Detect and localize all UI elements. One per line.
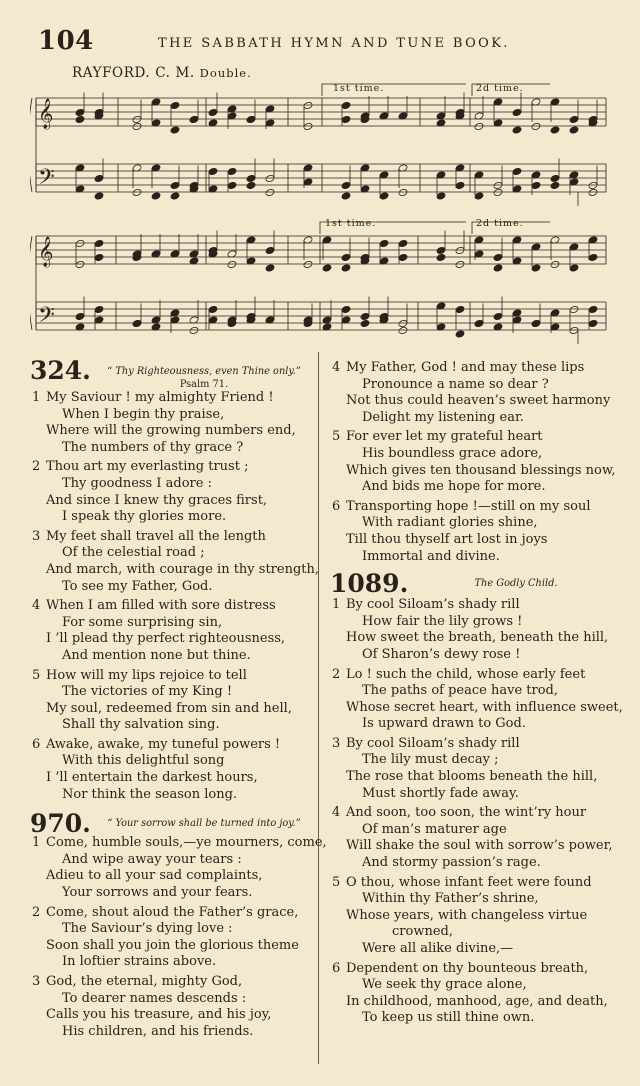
line-text: When I am filled with sore distress: [46, 598, 276, 614]
stanza-line: [30, 668, 315, 685]
stanza-line: [30, 423, 315, 440]
volta-second-2: 2d time.: [476, 218, 524, 229]
stanza-line: [330, 614, 615, 631]
hymn-number: 1089.: [330, 569, 409, 599]
stanza-line: [30, 921, 315, 938]
stanza-line: [30, 648, 315, 665]
stanza-line: [330, 822, 615, 839]
stanza-line: [30, 1024, 315, 1041]
line-text: Your sorrows and your fears.: [62, 885, 253, 901]
hymn-title: The Godly Child.: [474, 578, 558, 590]
line-text: By cool Siloam’s shady rill: [346, 597, 520, 613]
stanza-line: [330, 667, 615, 684]
stanza: [330, 961, 615, 1027]
stanza-line: [30, 493, 315, 510]
verse-number: 3: [32, 974, 41, 989]
line-text: When I begin thy praise,: [62, 406, 225, 422]
line-text: His children, and his friends.: [62, 1023, 254, 1039]
line-text: The lily must decay ;: [362, 752, 499, 768]
stanza-line: [330, 532, 615, 549]
stanza-line: [330, 786, 615, 803]
line-text: Lo ! such the child, whose early feet: [346, 666, 586, 682]
svg-text:𝄞: 𝄞: [38, 237, 54, 267]
line-text: Shall thy salvation sing.: [62, 717, 220, 733]
line-text: And march, with courage in thy strength,: [46, 561, 319, 577]
tune-meter: C. M.: [155, 65, 195, 81]
line-text: Dependent on thy bounteous breath,: [346, 960, 589, 976]
stanza-line: [30, 509, 315, 526]
hymn-scripture-ref: Psalm 71.: [179, 379, 229, 390]
line-text: Where will the growing numbers end,: [46, 423, 296, 439]
line-text: Awake, awake, my tuneful powers !: [46, 736, 281, 752]
line-text: Not thus could heaven’s sweet harmony: [346, 393, 611, 409]
hymn-heading: [30, 356, 315, 390]
stanza-line: [330, 736, 615, 753]
tune-name: RAYFORD.: [72, 65, 151, 81]
stanza-line: [330, 446, 615, 463]
line-text: And stormy passion’s rage.: [362, 855, 541, 871]
stanza-line: [330, 377, 615, 394]
stanza-line: [330, 429, 615, 446]
stanza-line: [30, 717, 315, 734]
volta-first-1: 1st time.: [333, 83, 385, 94]
line-text: I ’ll plead thy perfect righteousness,: [46, 631, 286, 647]
stanza: [330, 666, 623, 733]
stanza-line: [330, 499, 615, 516]
verse-number: 3: [332, 735, 341, 751]
volta-first-2: 1st time.: [325, 218, 377, 229]
line-text: Is upward drawn to God.: [362, 716, 526, 732]
hymn-scripture-text: “ Thy Righteousness, even Thine only.”: [107, 366, 301, 377]
stanza-line: [30, 440, 315, 457]
stanza: [30, 835, 327, 901]
verse-number: 3: [32, 528, 41, 544]
line-text: My Father, God ! and may these lips: [346, 360, 585, 375]
stanza-line: [330, 699, 623, 717]
line-text: Delight my listening ear.: [362, 409, 524, 425]
line-text: To dearer names descends :: [62, 990, 247, 1006]
stanza-line: [330, 891, 615, 908]
line-text: And mention none but thine.: [62, 647, 251, 663]
stanza-line: [330, 515, 615, 532]
hymn-number: 970.: [30, 809, 91, 839]
stanza-line: [330, 683, 615, 700]
line-text: And since I knew thy graces first,: [46, 492, 268, 508]
line-text: The victories of my King !: [62, 684, 233, 700]
stanza-line: [330, 838, 615, 855]
line-text: Of man’s maturer age: [362, 821, 507, 837]
line-text: Pronounce a name so dear ?: [362, 376, 549, 392]
stanza-line: [30, 459, 315, 476]
stanza: [330, 875, 615, 958]
stanza-line: [330, 549, 615, 566]
line-text: Thou art my everlasting trust ;: [46, 459, 249, 475]
verse-number: 5: [32, 667, 41, 683]
stanza-line: [330, 463, 615, 480]
verse-number: 5: [332, 874, 341, 890]
line-text: Were all alike divine,—: [362, 941, 514, 956]
stanza-line: [30, 631, 315, 648]
verse-number: 2: [32, 904, 41, 920]
hymn-970-continued: [330, 360, 615, 565]
line-text: The rose that blooms beneath the hill,: [346, 769, 598, 785]
right-column: [330, 360, 623, 1030]
volta-second-1: 2d time.: [476, 83, 524, 94]
stanza-line: [330, 994, 615, 1011]
stanza-line: [30, 737, 315, 754]
line-text: How will my lips rejoice to tell: [46, 667, 247, 683]
line-text: Come, shout aloud the Father’s grace,: [46, 904, 299, 920]
stanza: [30, 598, 315, 664]
stanza-line: [330, 393, 615, 410]
stanza: [330, 429, 615, 495]
hymn-scripture-text: “ Your sorrow shall be turned into joy.”: [107, 818, 301, 830]
line-text: How sweet the breath, beneath the hill,: [346, 630, 609, 646]
line-text: With this delightful song: [62, 753, 225, 769]
stanza-line: [330, 647, 615, 664]
line-text: I ’ll entertain the darkest hours,: [46, 770, 258, 786]
svg-text:𝄢: 𝄢: [38, 303, 55, 333]
verse-number: 4: [332, 360, 341, 375]
line-text: Calls you his treasure, and his joy,: [46, 1007, 272, 1023]
line-text: Transporting hope !—still on my soul: [346, 498, 591, 514]
line-text: My soul, redeemed from sin and hell,: [46, 700, 292, 716]
running-title: THE SABBATH HYMN AND TUNE BOOK.: [158, 36, 510, 51]
stanza: [30, 459, 315, 525]
line-text: Will shake the soul with sorrow’s power,: [346, 838, 613, 854]
stanza-line: [30, 684, 315, 701]
verse-number: 2: [32, 459, 41, 475]
line-text: And bids me hope for more.: [362, 479, 546, 495]
hymn-heading: [30, 809, 315, 839]
line-text: O thou, whose infant feet were found: [346, 874, 592, 890]
stanza-list: [30, 390, 319, 803]
line-text: Till thou thyself art lost in joys: [346, 531, 548, 547]
verse-number: 6: [32, 736, 41, 752]
line-text: Come, humble souls,—ye mourners, come,: [46, 835, 327, 851]
stanza-line: [330, 924, 615, 941]
line-text: I speak thy glories more.: [62, 509, 227, 525]
stanza: [330, 736, 615, 802]
stanza-line: [330, 855, 615, 872]
line-text: The numbers of thy grace ?: [62, 439, 244, 455]
line-text: Soon shall you join the glorious theme: [46, 937, 299, 953]
line-text: Nor think the season long.: [62, 786, 238, 802]
stanza-line: [330, 597, 615, 614]
line-text: In loftier strains above.: [62, 954, 217, 970]
column-divider: [318, 352, 319, 1064]
stanza: [330, 499, 615, 565]
verse-number: 5: [332, 429, 341, 445]
stanza: [30, 528, 319, 595]
stanza-line: [330, 630, 615, 647]
stanza-line: [30, 974, 315, 991]
hymn-heading: [330, 569, 615, 597]
stanza-line: [330, 410, 615, 427]
stanza-line: [30, 407, 315, 424]
line-text: To keep us still thine own.: [362, 1010, 535, 1026]
stanza-line: [30, 579, 315, 596]
svg-text:𝄞: 𝄞: [38, 99, 54, 129]
line-text: And soon, too soon, the wint’ry hour: [346, 805, 587, 821]
verse-number: 1: [332, 597, 341, 613]
stanza-line: [30, 852, 315, 869]
stanza-line: [30, 476, 315, 493]
stanza-line: [330, 941, 615, 958]
stanza-list: [330, 597, 623, 1027]
stanza-line: [30, 615, 315, 632]
left-column: [30, 352, 327, 1043]
stanza-line: [330, 977, 615, 994]
stanza: [330, 360, 615, 426]
verse-number: 4: [332, 805, 341, 821]
stanza: [30, 737, 315, 803]
stanza-line: [330, 875, 615, 892]
stanza-line: [30, 770, 315, 787]
verse-number: 4: [32, 598, 41, 614]
line-text: Within thy Father’s shrine,: [362, 891, 539, 907]
line-text: To see my Father, God.: [62, 578, 213, 594]
stanza-line: [330, 769, 615, 786]
svg-text:𝄢: 𝄢: [38, 165, 55, 195]
stanza-line: [30, 868, 315, 885]
line-text: By cool Siloam’s shady rill: [346, 735, 520, 751]
hymn-970: [30, 809, 327, 1040]
stanza-list: [30, 835, 327, 1040]
line-text: His boundless grace adore,: [362, 445, 543, 461]
verse-number: 6: [332, 498, 341, 514]
music-score: [30, 76, 620, 354]
stanza: [30, 390, 315, 456]
hymn-1089: [330, 569, 623, 1027]
stanza-line: [30, 938, 315, 955]
stanza-line: [30, 753, 315, 770]
stanza-line: [330, 479, 615, 496]
stanza-list: [330, 360, 615, 565]
line-text: For some surprising sin,: [62, 614, 223, 630]
tune-form: Double.: [199, 66, 252, 80]
stanza-line: [330, 716, 615, 733]
line-text: Which gives ten thousand blessings now,: [346, 462, 616, 478]
line-text: Whose secret heart, with influence sweet,: [346, 699, 623, 715]
stanza: [330, 597, 615, 663]
line-text: How fair the lily grows !: [362, 613, 523, 629]
line-text: The Saviour’s dying love :: [62, 921, 233, 937]
verse-number: 1: [32, 835, 41, 851]
stanza-line: [30, 991, 315, 1008]
stanza-line: [30, 701, 315, 718]
line-text: crowned,: [392, 924, 453, 940]
stanza-line: [330, 360, 615, 377]
line-text: God, the eternal, mighty God,: [46, 974, 243, 989]
stanza-line: [30, 561, 319, 579]
stanza-line: [330, 961, 615, 978]
hymn-324: [30, 356, 319, 803]
stanza-line: [330, 1010, 615, 1027]
verse-number: 1: [32, 390, 41, 405]
line-text: We seek thy grace alone,: [362, 977, 527, 993]
line-text: The paths of peace have trod,: [362, 683, 558, 699]
stanza-line: [330, 908, 615, 925]
stanza: [30, 974, 315, 1040]
line-text: With radiant glories shine,: [362, 515, 538, 531]
line-text: Must shortly fade away.: [362, 785, 519, 801]
line-text: My feet shall travel all the length: [46, 528, 266, 544]
stanza-line: [330, 752, 615, 769]
stanza-line: [30, 954, 315, 971]
stanza-line: [30, 545, 315, 562]
hymn-number: 324.: [30, 356, 91, 385]
stanza-line: [30, 787, 315, 804]
line-text: And wipe away your tears :: [62, 851, 242, 867]
stanza-line: [30, 598, 315, 615]
line-text: Immortal and divine.: [362, 548, 500, 564]
line-text: Adieu to all your sad complaints,: [46, 868, 263, 884]
page-number: 104: [38, 26, 94, 56]
line-text: Of the celestial road ;: [62, 545, 205, 561]
stanza-line: [30, 390, 315, 407]
line-text: For ever let my grateful heart: [346, 429, 543, 445]
stanza: [30, 668, 315, 734]
stanza: [330, 805, 615, 871]
stanza-line: [30, 1007, 315, 1024]
line-text: Thy goodness I adore :: [62, 475, 212, 491]
verse-number: 2: [332, 666, 341, 682]
verse-number: 6: [332, 960, 341, 976]
stanza-line: [30, 529, 315, 546]
stanza-line: [330, 805, 615, 822]
line-text: Whose years, with changeless virtue: [346, 907, 588, 923]
stanza-line: [30, 885, 315, 902]
line-text: In childhood, manhood, age, and death,: [346, 993, 608, 1009]
stanza-line: [30, 905, 315, 922]
stanza: [30, 905, 315, 971]
line-text: Of Sharon’s dewy rose !: [362, 646, 521, 662]
line-text: My Saviour ! my almighty Friend !: [46, 390, 274, 405]
